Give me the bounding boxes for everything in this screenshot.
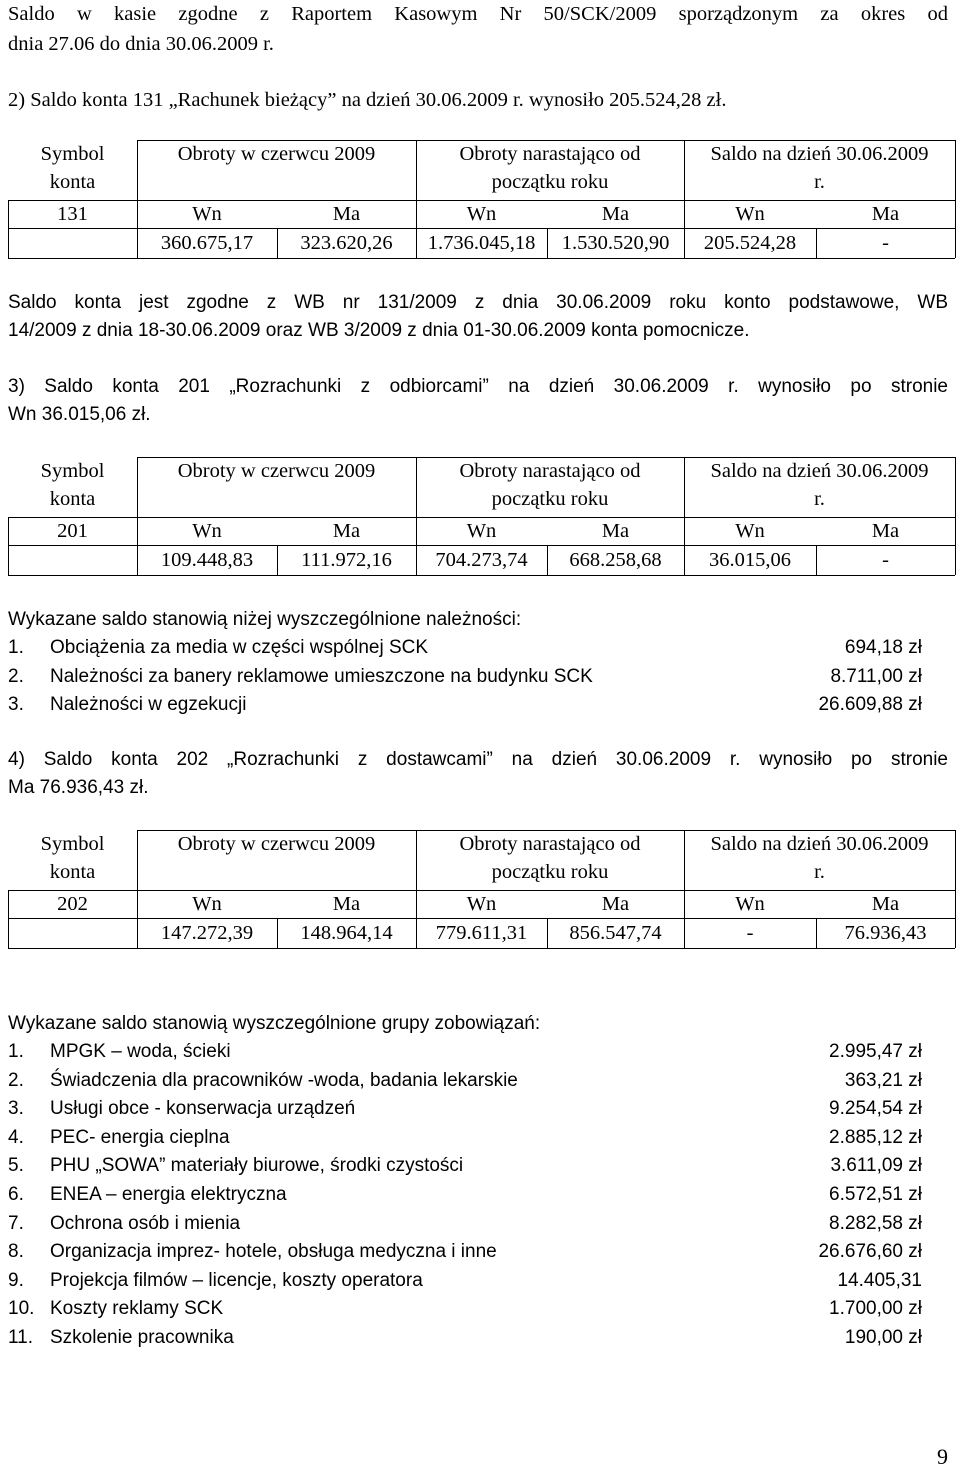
wn-column-label: Wn bbox=[466, 893, 497, 915]
account-number: 131 bbox=[57, 203, 88, 225]
wn-column-label: Wn bbox=[192, 893, 222, 915]
list-item-amount: 694,18 zł bbox=[844, 637, 922, 658]
header-symbol: konta bbox=[49, 488, 96, 510]
table-value-cell: 205.524,28 bbox=[703, 232, 797, 254]
header-cumulative-turnover: Obroty narastająco od bbox=[459, 143, 641, 165]
list-item-number: 6. bbox=[8, 1184, 24, 1205]
receivables-heading: Wykazane saldo stanowią niżej wyszczególnione należności: bbox=[8, 609, 522, 630]
ma-column-label: Ma bbox=[332, 203, 361, 225]
list-item-text: ENEA – energia elektryczna bbox=[50, 1184, 287, 1205]
table-value-cell: 147.272,39 bbox=[160, 922, 254, 944]
list-item-amount: 8.282,58 zł bbox=[829, 1212, 922, 1234]
header-balance: Saldo na dzień 30.06.2009 bbox=[710, 460, 929, 482]
page-number: 9 bbox=[937, 1444, 948, 1469]
list-item bbox=[0, 634, 960, 662]
list-item-text: Szkolenie pracownika bbox=[50, 1327, 234, 1348]
table-rule bbox=[8, 258, 955, 259]
list-item-text: Ochrona osób i mienia bbox=[50, 1212, 241, 1234]
table-value-cell: 109.448,83 bbox=[160, 549, 254, 571]
header-symbol: Symbol bbox=[40, 143, 105, 165]
list-item-amount: 8.711,00 zł bbox=[830, 665, 922, 687]
list-item-text: Usługi obce - konserwacja urządzeń bbox=[50, 1098, 356, 1120]
list-item-number: 5. bbox=[8, 1155, 24, 1177]
table-value-cell: 856.547,74 bbox=[569, 922, 662, 944]
list-item bbox=[0, 1181, 960, 1209]
header-turnover-june: Obroty w czerwcu 2009 bbox=[177, 460, 376, 482]
list-item-text: PEC- energia cieplna bbox=[50, 1126, 230, 1148]
ma-column-label: Ma bbox=[601, 893, 630, 915]
list-item-text: PHU „SOWA” materiały biurowe, środki czystości bbox=[50, 1155, 464, 1177]
wb-note-line-1: Saldo konta jest zgodne z WB nr 131/2009 z dnia 30.06.2009 roku konto podstawowe, WB bbox=[8, 292, 948, 313]
ma-column-label: Ma bbox=[601, 203, 630, 225]
list-item-number: 4. bbox=[8, 1126, 24, 1148]
table-value-cell: 779.611,31 bbox=[435, 922, 528, 944]
table-value-cell: 704.273,74 bbox=[435, 549, 528, 571]
intro-line-2: dnia 27.06 do dnia 30.06.2009 r. bbox=[8, 33, 274, 55]
wb-note-line-2: 14/2009 z dnia 18-30.06.2009 oraz WB 3/2009 z dnia 01-30.06.2009 konta pomocnicze. bbox=[8, 320, 750, 341]
list-item-text: Obciążenia za media w części wspólnej SCK bbox=[50, 637, 429, 658]
table-value-cell: - bbox=[882, 549, 889, 571]
list-item bbox=[0, 1324, 960, 1352]
list-item-text: Organizacja imprez- hotele, obsługa medyczna i inne bbox=[50, 1241, 497, 1263]
list-item-amount: 1.700,00 zł bbox=[829, 1298, 922, 1320]
list-item-amount: 363,21 zł bbox=[844, 1069, 922, 1091]
item-3-heading-line-1: 3) Saldo konta 201 „Rozrachunki z odbiorcami” na dzień 30.06.2009 r. wynosiło po stronie bbox=[8, 376, 948, 397]
table-rule bbox=[8, 575, 955, 576]
list-item bbox=[0, 663, 960, 691]
list-item-number: 2. bbox=[8, 1069, 24, 1091]
table-rule-vertical bbox=[955, 830, 956, 948]
table-value-cell: 111.972,16 bbox=[301, 549, 392, 571]
list-item-text: Należności w egzekucji bbox=[50, 694, 247, 715]
ma-column-label: Ma bbox=[332, 520, 361, 542]
list-item-text: Projekcja filmów – licencje, koszty operatora bbox=[50, 1269, 423, 1291]
header-cumulative-turnover: Obroty narastająco od bbox=[459, 460, 641, 482]
wn-column-label: Wn bbox=[466, 520, 497, 542]
header-cumulative-turnover: Obroty narastająco od bbox=[459, 833, 641, 855]
wn-column-label: Wn bbox=[192, 520, 222, 542]
list-item-amount: 2.885,12 zł bbox=[829, 1126, 922, 1148]
wn-column-label: Wn bbox=[466, 203, 497, 225]
ma-column-label: Ma bbox=[332, 893, 361, 915]
list-item bbox=[0, 1038, 960, 1066]
item-2-heading: 2) Saldo konta 131 „Rachunek bieżący” na dzień 30.06.2009 r. wynosiło 205.524,28 zł. bbox=[8, 89, 727, 111]
list-item-text: Koszty reklamy SCK bbox=[50, 1298, 224, 1320]
header-cumulative-turnover: początku roku bbox=[491, 861, 609, 883]
list-item-number: 3. bbox=[8, 694, 24, 715]
table-value-cell: 36.015,06 bbox=[709, 549, 791, 571]
intro-line-1: Saldo w kasie zgodne z Raportem Kasowym Nr 50/SCK/2009 sporządzonym za okres od bbox=[8, 3, 948, 25]
header-balance: Saldo na dzień 30.06.2009 bbox=[710, 143, 929, 165]
list-item-text: Należności za banery reklamowe umieszczone na budynku SCK bbox=[50, 665, 593, 687]
header-symbol: Symbol bbox=[40, 833, 105, 855]
wn-column-label: Wn bbox=[192, 203, 222, 225]
list-item-number: 1. bbox=[8, 637, 24, 658]
list-item bbox=[0, 1067, 960, 1095]
list-item-text: MPGK – woda, ścieki bbox=[50, 1041, 231, 1062]
table-value-cell: 1.530.520,90 bbox=[561, 232, 670, 254]
list-item-number: 1. bbox=[8, 1041, 24, 1062]
header-symbol: konta bbox=[49, 171, 96, 193]
list-item-amount: 26.609,88 zł bbox=[818, 694, 922, 715]
list-item-number: 7. bbox=[8, 1212, 24, 1234]
ma-column-label: Ma bbox=[871, 520, 900, 542]
list-item-amount: 6.572,51 zł bbox=[829, 1184, 922, 1205]
header-cumulative-turnover: początku roku bbox=[491, 171, 609, 193]
list-item bbox=[0, 1238, 960, 1266]
wn-column-label: Wn bbox=[735, 203, 765, 225]
list-item-amount: 3.611,09 zł bbox=[830, 1155, 922, 1177]
list-item bbox=[0, 1295, 960, 1323]
list-item-number: 11. bbox=[8, 1327, 34, 1348]
ma-column-label: Ma bbox=[601, 520, 630, 542]
table-value-cell: - bbox=[882, 232, 889, 254]
account-number: 201 bbox=[57, 520, 88, 542]
item-4-heading-line-2: Ma 76.936,43 zł. bbox=[8, 777, 149, 798]
list-item-amount: 190,00 zł bbox=[844, 1327, 922, 1348]
item-4-heading-line-1: 4) Saldo konta 202 „Rozrachunki z dostawcami” na dzień 30.06.2009 r. wynosiło po stronie bbox=[8, 749, 948, 770]
list-item bbox=[0, 1124, 960, 1152]
list-item-number: 3. bbox=[8, 1098, 24, 1120]
list-item bbox=[0, 1095, 960, 1123]
list-item-number: 2. bbox=[8, 665, 24, 687]
list-item-amount: 26.676,60 zł bbox=[818, 1241, 922, 1263]
item-3-heading-line-2: Wn 36.015,06 zł. bbox=[8, 404, 151, 425]
wn-column-label: Wn bbox=[735, 893, 765, 915]
header-turnover-june: Obroty w czerwcu 2009 bbox=[177, 143, 376, 165]
header-balance: r. bbox=[814, 861, 825, 883]
ma-column-label: Ma bbox=[871, 893, 900, 915]
list-item-text: Świadczenia dla pracowników -woda, badania lekarskie bbox=[50, 1069, 518, 1091]
list-item-amount: 14.405,31 bbox=[837, 1269, 922, 1291]
list-item-amount: 9.254,54 zł bbox=[829, 1098, 922, 1120]
list-item-number: 10. bbox=[8, 1298, 35, 1320]
header-balance: r. bbox=[814, 171, 825, 193]
table-value-cell: 668.258,68 bbox=[569, 549, 662, 571]
list-item bbox=[0, 691, 960, 719]
table-rule bbox=[8, 948, 955, 949]
table-value-cell: 76.936,43 bbox=[844, 922, 927, 944]
account-number: 202 bbox=[57, 893, 88, 915]
header-symbol: Symbol bbox=[40, 460, 105, 482]
liabilities-heading: Wykazane saldo stanowią wyszczególnione grupy zobowiązań: bbox=[8, 1013, 541, 1034]
header-balance: r. bbox=[814, 488, 825, 510]
wn-column-label: Wn bbox=[735, 520, 765, 542]
table-rule-vertical bbox=[955, 140, 956, 258]
list-item-amount: 2.995,47 zł bbox=[829, 1041, 922, 1062]
list-item-number: 8. bbox=[8, 1241, 24, 1263]
ma-column-label: Ma bbox=[871, 203, 900, 225]
list-item-number: 9. bbox=[8, 1269, 24, 1291]
header-turnover-june: Obroty w czerwcu 2009 bbox=[177, 833, 376, 855]
table-rule-vertical bbox=[955, 457, 956, 575]
table-value-cell: 323.620,26 bbox=[300, 232, 393, 254]
table-value-cell: - bbox=[746, 922, 754, 944]
header-balance: Saldo na dzień 30.06.2009 bbox=[710, 833, 929, 855]
list-item bbox=[0, 1210, 960, 1238]
table-value-cell: 360.675,17 bbox=[160, 232, 254, 254]
table-value-cell: 148.964,14 bbox=[300, 922, 393, 944]
list-item bbox=[0, 1152, 960, 1180]
header-symbol: konta bbox=[49, 861, 96, 883]
list-item bbox=[0, 1267, 960, 1295]
header-cumulative-turnover: początku roku bbox=[491, 488, 609, 510]
table-value-cell: 1.736.045,18 bbox=[427, 232, 536, 254]
